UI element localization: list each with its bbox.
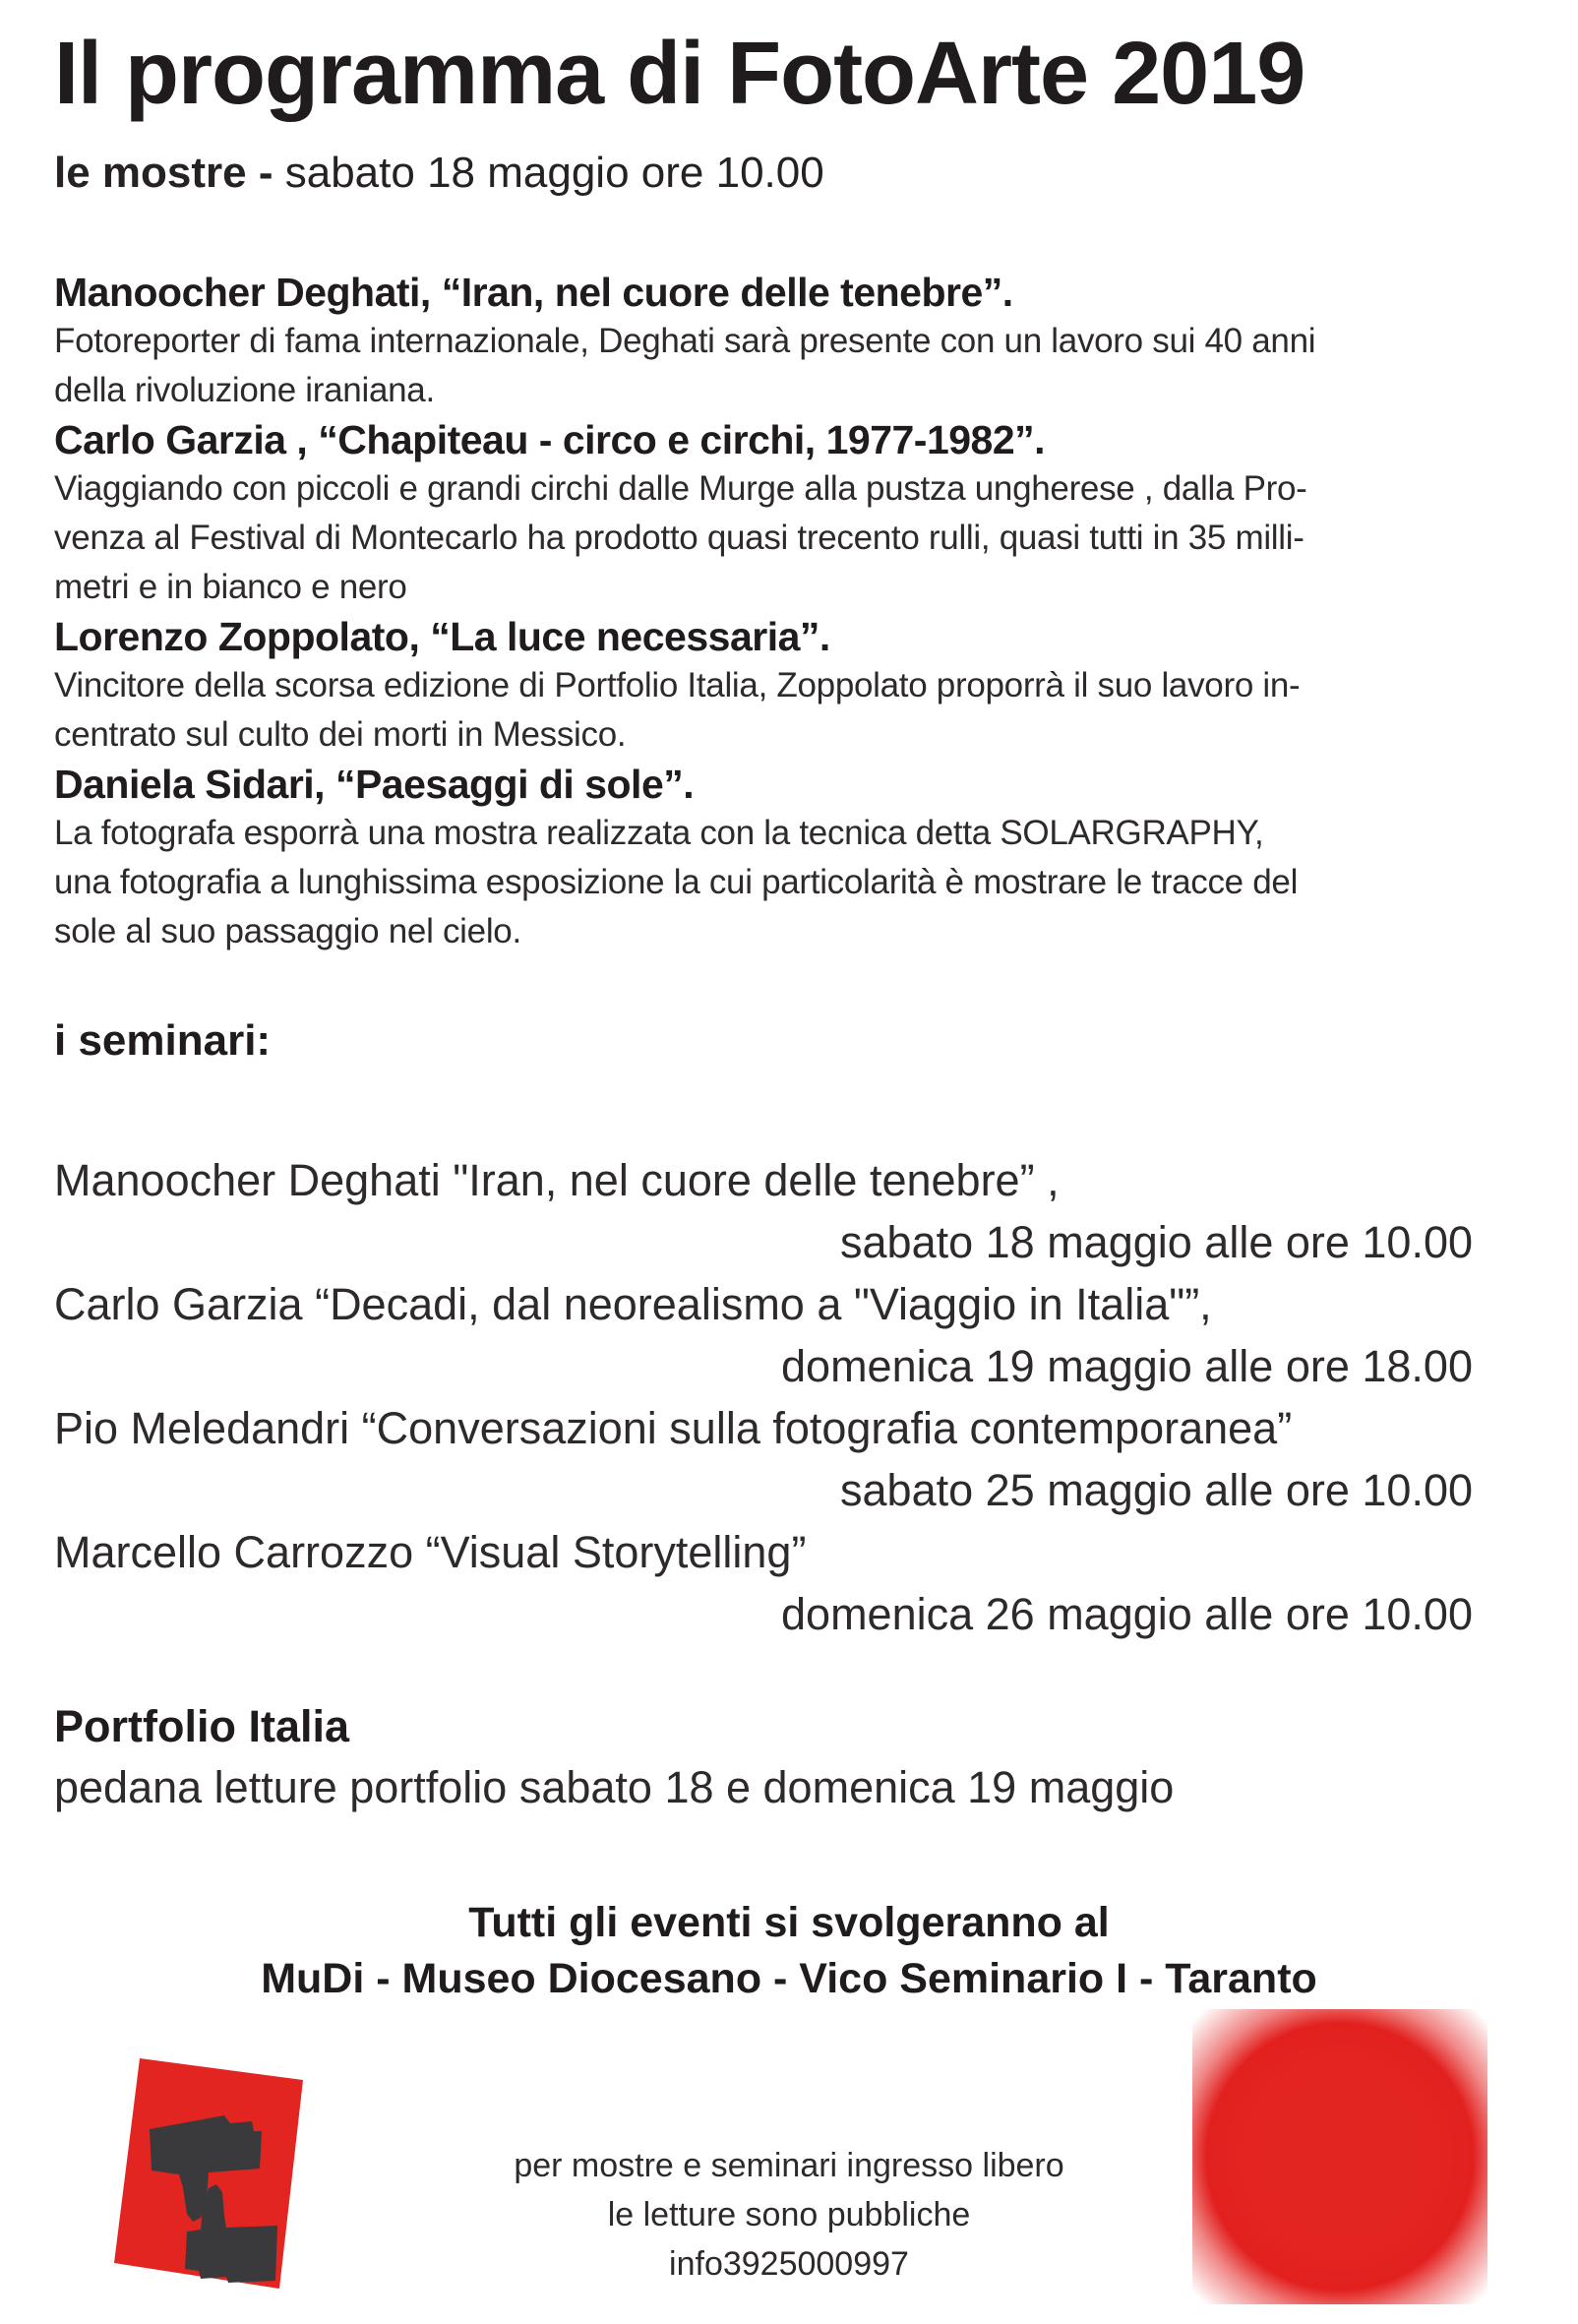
mostra-item <box>54 612 1524 760</box>
mostre-subtitle-label: le mostre - <box>54 148 273 197</box>
mostre-subtitle-date: sabato 18 maggio ore 10.00 <box>273 148 824 197</box>
seminar-title: Manoocher Deghati "Iran, nel cuore delle tenebre” , <box>54 1154 1060 1205</box>
seminar-date: domenica 26 maggio alle ore 10.00 <box>781 1588 1473 1639</box>
mostra-text-line: Viaggiando con piccoli e grandi circhi dalle Murge alla pustza ungherese , dalla Pro- <box>54 468 1307 508</box>
footer-info <box>0 2141 1578 2289</box>
mostra-text-line: venza al Festival di Montecarlo ha prodotto quasi trecento rulli, quasi tutti in 35 milli- <box>54 518 1305 557</box>
seminar-date: domenica 19 maggio alle ore 18.00 <box>781 1340 1473 1391</box>
venue-line-1: Tutti gli eventi si svolgeranno al <box>468 1899 1110 1946</box>
mostra-text-line: Vincitore della scorsa edizione di Portfolio Italia, Zoppolato proporrà il suo lavoro in- <box>54 665 1301 704</box>
mostra-text-line: centrato sul culto dei morti in Messico. <box>54 714 627 754</box>
seminari-label: i seminari: <box>54 1015 272 1065</box>
seminar-title: Carlo Garzia “Decadi, dal neorealismo a "Viaggio in Italia"”, <box>54 1278 1212 1329</box>
mostre-subtitle <box>54 147 1524 199</box>
seminari-section <box>54 1149 1524 1645</box>
mostra-item <box>54 760 1524 956</box>
footer-line-letture: le letture sono pubbliche <box>607 2196 971 2233</box>
mostra-heading: Lorenzo Zoppolato, “La luce necessaria”. <box>54 613 830 659</box>
footer-line-ingresso: per mostre e seminari ingresso libero <box>514 2147 1064 2184</box>
mostra-heading: Manoocher Deghati, “Iran, nel cuore delle tenebre”. <box>54 269 1013 315</box>
footer-line-info-phone: info3925000997 <box>669 2245 909 2283</box>
venue-line-2: MuDi - Museo Diocesano - Vico Seminario I - Taranto <box>261 1955 1317 2002</box>
venue-block <box>0 1895 1578 2007</box>
mostra-heading: Daniela Sidari, “Paesaggi di sole”. <box>54 761 695 807</box>
mostra-text-line: Fotoreporter di fama internazionale, Deghati sarà presente con un lavoro sui 40 anni <box>54 321 1316 360</box>
portfolio-italia-heading: Portfolio Italia <box>54 1700 350 1751</box>
seminar-item <box>54 1521 1524 1645</box>
mostre-section <box>54 268 1524 956</box>
mostra-text-line: una fotografia a lunghissima esposizione la cui particolarità è mostrare le tracce del <box>54 862 1299 901</box>
mostra-text-line: della rivoluzione iraniana. <box>54 370 435 409</box>
seminar-title: Marcello Carrozzo “Visual Storytelling” <box>54 1526 807 1577</box>
mostra-heading: Carlo Garzia , “Chapiteau - circo e circhi, 1977-1982”. <box>54 416 1046 462</box>
mostra-text-line: metri e in bianco e nero <box>54 567 407 606</box>
mostra-item <box>54 415 1524 612</box>
seminar-title: Pio Meledandri “Conversazioni sulla fotografia contemporanea” <box>54 1402 1293 1453</box>
seminar-date: sabato 18 maggio alle ore 10.00 <box>840 1216 1473 1267</box>
mostra-text-line: sole al suo passaggio nel cielo. <box>54 911 521 950</box>
portfolio-italia-text: pedana letture portfolio sabato 18 e domenica 19 maggio <box>54 1761 1175 1812</box>
seminar-item <box>54 1273 1524 1397</box>
mostra-text-line: La fotografa esporrà una mostra realizzata con la tecnica detta SOLARGRAPHY, <box>54 813 1264 852</box>
seminar-item <box>54 1397 1524 1521</box>
seminar-item <box>54 1149 1524 1273</box>
mostra-item <box>54 268 1524 415</box>
page-title: Il programma di FotoArte 2019 <box>54 25 1305 123</box>
seminar-date: sabato 25 maggio alle ore 10.00 <box>840 1464 1473 1515</box>
